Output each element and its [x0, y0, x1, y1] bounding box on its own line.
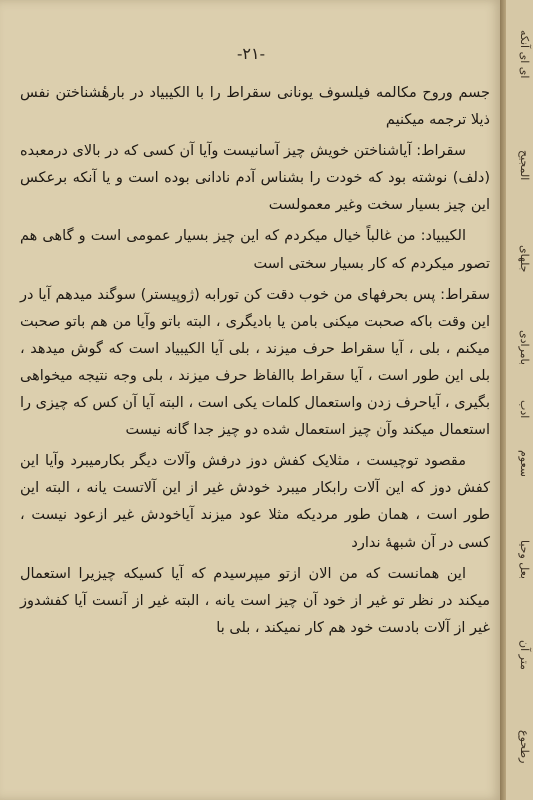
edge-fragment: ای ای آنکه [518, 30, 531, 79]
edge-fragment: ادب [518, 400, 531, 419]
book-page-right-edge [506, 0, 533, 800]
paragraph-5: مقصود توچیست ، مثلایک کفش دوز درفش وآلات دیگر بکارمیبرد وآیا این کفش دوز که این آلات رابکار میبرد خودش غیر از این آلاتست یانه ، البته این طور است ، همان طور مردیکه مثلا عود میزند آیاخودش غیر ازعود نیست ، کسی در آن شبههٔ ندارد [20, 453, 490, 551]
edge-fragment: بامرادی [518, 330, 531, 365]
paragraph-4: سقراط: پس بحرفهای من خوب دقت کن تورابه (ژوپیستر) سوگند میدهم آیا در این وقت باکه صحبت میکنی بامن یا بادیگری ، البته باتو وآیا من هم باتو صحبت میکنم ، بلی ، آیا سقراط حرف میزند ، بلی آیا الکیبیاد است که گوش میدهد ، بلی این طور است ، آیا سقراط باالفاظ حرف میزند ، بلی وجه نتیجه میخواهی بگیری ، آیاحرف زدن واستعمال کلمات یکی است ، البته آیا آن کس که چیزی را استعمال میکند وآن چیز استعمال شده دو چیز جدا گانه نیست [20, 286, 490, 439]
paragraph-3: الکیبیاد: من غالباً خیال میکردم که این چیز بسیار عمومی است و گاهی هم تصور میکردم که کار بسیار سختی است [20, 228, 490, 272]
paragraph-2: سقراط: آیاشناختن خویش چیز آسانیست وآیا آن کسی که در بالای درمعبده (دلف) نوشته بود که خودت را بشناس آدم نادانی بوده است و یا آنکه برعکس این چیز بسیار سخت وغیر معمولست [20, 143, 490, 214]
edge-fragment: المجیح [518, 150, 531, 181]
page-number: -۲۱- [237, 44, 265, 63]
edge-fragment: متر آن [518, 640, 531, 670]
edge-fragment: بعل وحیا [518, 540, 531, 579]
edge-fragment: جلهای [518, 245, 531, 273]
edge-fragment: سعوم [518, 450, 531, 478]
paragraph-1: جسم وروح مکالمه فیلسوف یونانی سقراط را با الکیبیاد در بارهٔشناختن نفس ذیلا ترجمه میکنیم [20, 85, 490, 129]
page-body [20, 80, 490, 642]
paragraph-6: این همانست که من الان ازتو میپرسیدم که آیا کسیکه چیزیرا استعمال میکند در نظر تو غیر از خود آن چیز است یانه ، البته غیر از آنست آیا کفشدوز غیر از آلات بادست خود هم کار نمیکند ، بلی با [20, 565, 490, 636]
edge-fragment: رطحوع [518, 730, 531, 764]
